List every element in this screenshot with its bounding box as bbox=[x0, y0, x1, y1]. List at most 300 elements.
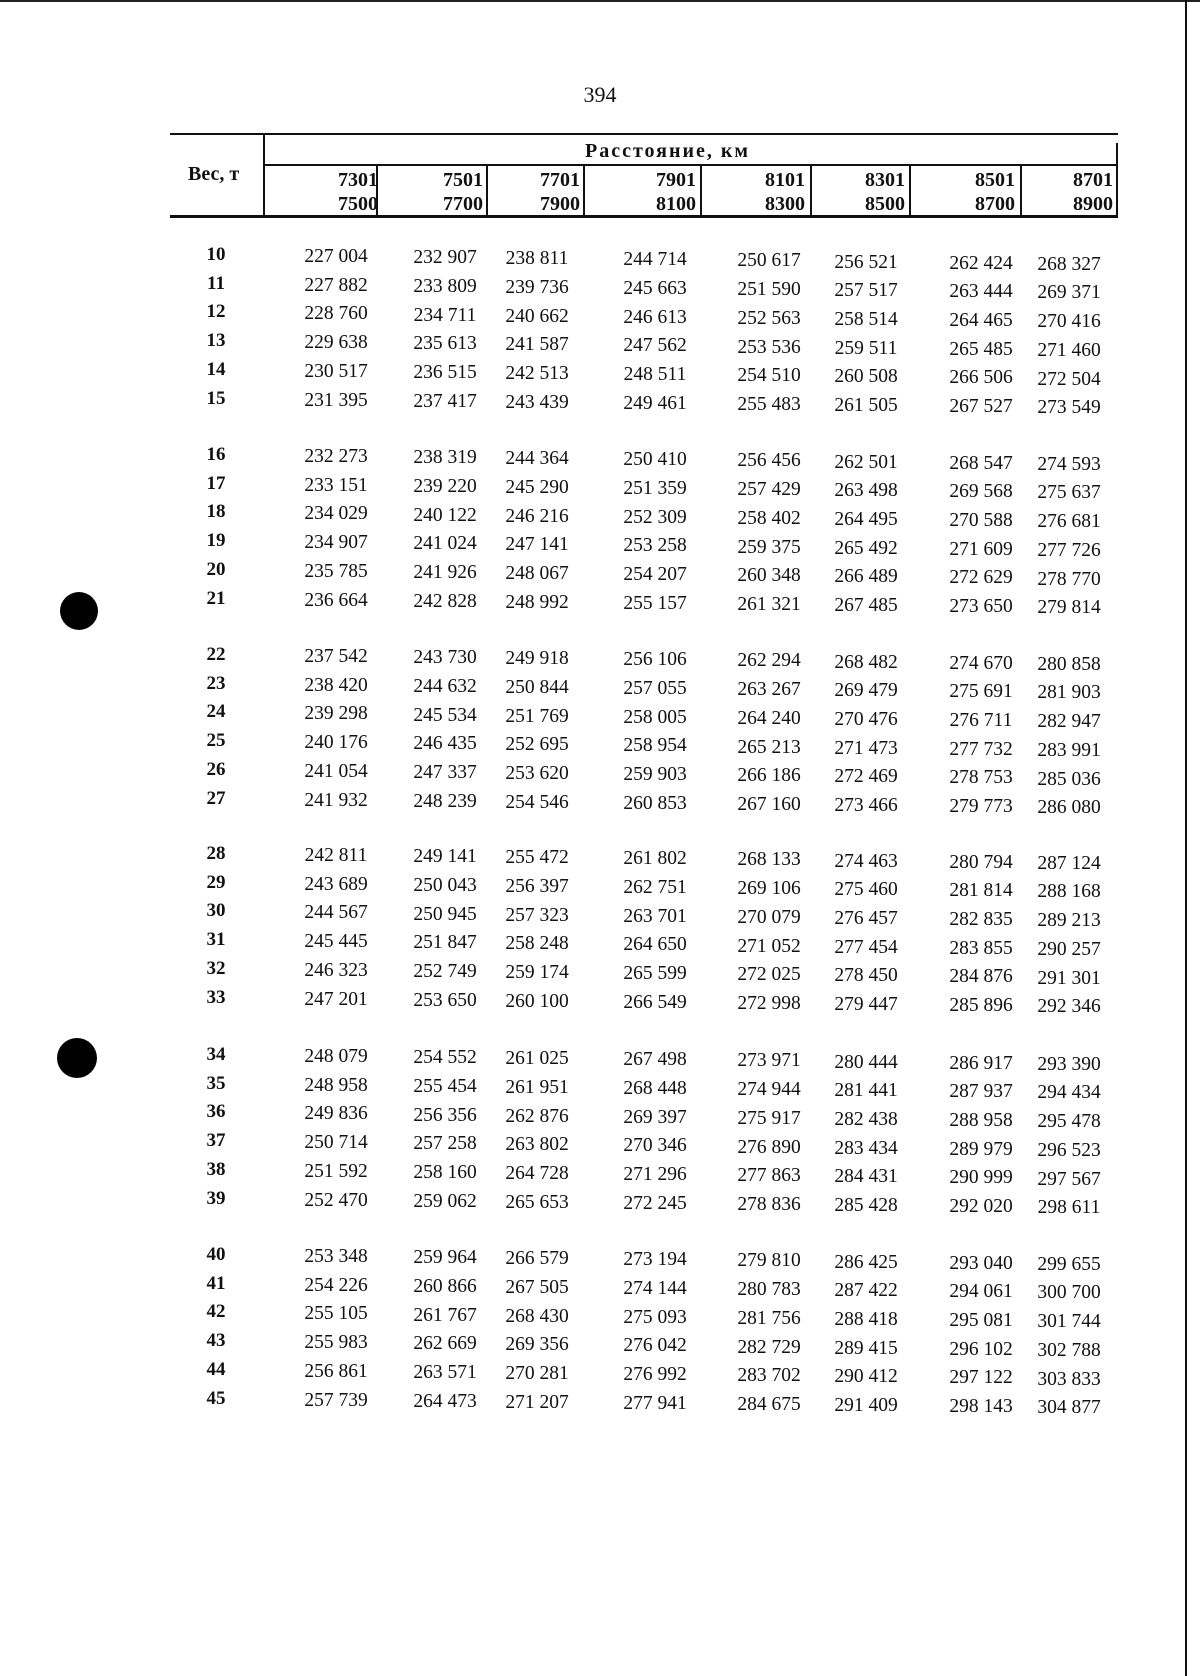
table-cell: 278 770 bbox=[1037, 568, 1101, 590]
distance-header: Расстояние, км bbox=[585, 140, 751, 162]
table-cell: 261 767 bbox=[413, 1304, 477, 1326]
table-cell: 257 258 bbox=[413, 1133, 477, 1155]
table-cell: 245 663 bbox=[623, 278, 687, 299]
table-cell: 245 290 bbox=[505, 476, 569, 498]
table-cell: 244 364 bbox=[505, 448, 569, 470]
table-cell: 273 466 bbox=[834, 795, 898, 816]
range-from: 7501 bbox=[443, 169, 483, 191]
table-cell: 268 133 bbox=[737, 849, 801, 871]
table-cell: 250 410 bbox=[623, 449, 687, 471]
weight-cell: 16 bbox=[206, 444, 226, 465]
table-cell: 275 093 bbox=[623, 1306, 687, 1328]
table-cell: 277 863 bbox=[737, 1165, 801, 1187]
table-cell: 244 632 bbox=[413, 675, 477, 697]
table-cell: 261 802 bbox=[623, 848, 687, 870]
table-cell: 233 809 bbox=[413, 275, 477, 297]
table-cell: 255 454 bbox=[413, 1075, 477, 1097]
table-cell: 244 567 bbox=[304, 902, 368, 924]
table-cell: 240 122 bbox=[413, 504, 477, 526]
range-to: 7700 bbox=[443, 193, 483, 215]
table-cell: 248 992 bbox=[505, 591, 569, 613]
table-cell: 290 412 bbox=[834, 1366, 898, 1388]
table-cell: 248 958 bbox=[304, 1074, 368, 1096]
table-cell: 241 932 bbox=[304, 789, 368, 811]
table-cell: 265 485 bbox=[949, 338, 1013, 360]
range-from: 8101 bbox=[765, 169, 805, 191]
table-cell: 278 450 bbox=[834, 965, 898, 987]
table-cell: 272 998 bbox=[737, 992, 801, 1014]
table-cell: 292 020 bbox=[949, 1196, 1013, 1218]
table-cell: 239 298 bbox=[304, 703, 368, 725]
table-cell: 239 736 bbox=[505, 276, 569, 298]
table-cell: 253 650 bbox=[413, 989, 477, 1011]
table-cell: 277 941 bbox=[623, 1392, 687, 1414]
table-cell: 265 653 bbox=[505, 1191, 569, 1213]
weight-cell: 14 bbox=[206, 358, 226, 380]
table-cell: 268 482 bbox=[834, 651, 898, 673]
table-cell: 256 521 bbox=[834, 251, 898, 273]
table-cell: 249 836 bbox=[304, 1103, 368, 1125]
table-cell: 252 563 bbox=[737, 307, 801, 329]
table-cell: 261 321 bbox=[737, 593, 801, 615]
table-cell: 243 689 bbox=[304, 873, 368, 895]
table-cell: 303 833 bbox=[1037, 1368, 1101, 1390]
table-cell: 248 067 bbox=[505, 563, 569, 584]
table-cell: 265 492 bbox=[834, 537, 898, 559]
table-cell: 267 505 bbox=[505, 1276, 569, 1298]
table-cell: 255 105 bbox=[304, 1303, 368, 1325]
table-cell: 299 655 bbox=[1037, 1253, 1101, 1275]
table-cell: 246 613 bbox=[623, 306, 687, 328]
table-cell: 233 151 bbox=[304, 474, 368, 496]
table-cell: 229 638 bbox=[304, 332, 368, 354]
table-cell: 276 457 bbox=[834, 907, 898, 929]
weight-cell: 20 bbox=[206, 558, 226, 580]
weight-cell: 33 bbox=[206, 986, 226, 1008]
table-cell: 267 527 bbox=[949, 396, 1013, 418]
table-cell: 277 454 bbox=[834, 936, 898, 958]
table-cell: 242 513 bbox=[505, 363, 569, 384]
range-from: 8301 bbox=[865, 169, 905, 191]
table-cell: 287 124 bbox=[1037, 852, 1101, 874]
table-cell: 268 448 bbox=[623, 1078, 687, 1099]
table-cell: 280 444 bbox=[834, 1051, 898, 1073]
table-cell: 283 855 bbox=[949, 937, 1013, 959]
table-cell: 238 811 bbox=[505, 248, 569, 270]
table-cell: 273 549 bbox=[1037, 397, 1101, 419]
table-cell: 277 726 bbox=[1037, 539, 1101, 561]
table-cell: 237 542 bbox=[304, 646, 368, 667]
table-cell: 240 662 bbox=[505, 305, 569, 327]
table-cell: 241 926 bbox=[413, 561, 477, 583]
table-cell: 270 588 bbox=[949, 510, 1013, 531]
table-cell: 271 296 bbox=[623, 1164, 687, 1186]
table-cell: 241 024 bbox=[413, 533, 477, 555]
table-cell: 255 472 bbox=[505, 847, 569, 869]
table-cell: 255 983 bbox=[304, 1332, 368, 1354]
table-cell: 258 005 bbox=[623, 706, 687, 728]
table-cell: 285 896 bbox=[949, 995, 1013, 1017]
table-cell: 287 422 bbox=[834, 1280, 898, 1302]
table-cell: 262 669 bbox=[413, 1333, 477, 1355]
table-cell: 241 054 bbox=[304, 760, 368, 782]
table-cell: 257 323 bbox=[505, 904, 569, 926]
table-cell: 267 160 bbox=[737, 793, 801, 815]
table-cell: 258 160 bbox=[413, 1161, 477, 1183]
weight-cell: 13 bbox=[206, 330, 226, 352]
table-cell: 260 100 bbox=[505, 990, 569, 1012]
table-cell: 246 216 bbox=[505, 505, 569, 527]
table-cell: 234 907 bbox=[304, 532, 368, 554]
table-cell: 259 511 bbox=[834, 337, 898, 359]
table-cell: 257 739 bbox=[304, 1389, 368, 1411]
table-cell: 293 390 bbox=[1037, 1053, 1101, 1075]
table-cell: 280 794 bbox=[949, 851, 1013, 873]
table-cell: 270 476 bbox=[834, 708, 898, 730]
table-cell: 258 248 bbox=[505, 933, 569, 955]
table-cell: 256 397 bbox=[505, 875, 569, 897]
weight-cell: 24 bbox=[206, 701, 226, 723]
weight-cell: 25 bbox=[206, 730, 226, 752]
table-cell: 262 751 bbox=[623, 877, 687, 898]
table-cell: 273 650 bbox=[949, 596, 1013, 618]
table-cell: 242 811 bbox=[304, 845, 368, 866]
table-cell: 252 309 bbox=[623, 506, 687, 528]
table-cell: 261 505 bbox=[834, 395, 898, 416]
range-to: 7500 bbox=[338, 193, 378, 215]
range-to: 8100 bbox=[656, 193, 696, 215]
table-cell: 247 562 bbox=[623, 335, 687, 357]
table-cell: 248 239 bbox=[413, 790, 477, 812]
table-cell: 295 478 bbox=[1037, 1111, 1101, 1133]
weight-cell: 39 bbox=[206, 1187, 226, 1209]
table-cell: 283 434 bbox=[834, 1137, 898, 1159]
table-cell: 294 061 bbox=[949, 1281, 1013, 1303]
table-cell: 264 240 bbox=[737, 707, 801, 729]
table-cell: 263 267 bbox=[737, 679, 801, 701]
weight-cell: 19 bbox=[206, 530, 226, 552]
table-cell: 259 062 bbox=[413, 1190, 477, 1212]
table-cell: 254 546 bbox=[505, 791, 569, 813]
table-cell: 257 429 bbox=[737, 479, 801, 501]
table-cell: 261 951 bbox=[505, 1076, 569, 1098]
table-cell: 248 079 bbox=[304, 1046, 368, 1067]
table-cell: 260 866 bbox=[413, 1275, 477, 1297]
weight-header: Вес, т bbox=[188, 163, 240, 185]
weight-cell: 34 bbox=[206, 1044, 226, 1065]
table-cell: 298 611 bbox=[1037, 1197, 1101, 1219]
table-cell: 281 441 bbox=[834, 1080, 898, 1102]
weight-cell: 11 bbox=[207, 272, 225, 294]
table-cell: 231 395 bbox=[304, 389, 368, 411]
table-cell: 263 498 bbox=[834, 480, 898, 502]
table-cell: 269 568 bbox=[949, 481, 1013, 503]
table-cell: 281 814 bbox=[949, 880, 1013, 902]
weight-cell: 10 bbox=[206, 244, 226, 265]
table-cell: 284 431 bbox=[834, 1166, 898, 1188]
table-cell: 294 434 bbox=[1037, 1082, 1101, 1104]
table-cell: 262 294 bbox=[737, 650, 801, 672]
table-cell: 273 194 bbox=[623, 1249, 687, 1271]
table-cell: 282 947 bbox=[1037, 711, 1101, 733]
table-cell: 237 417 bbox=[413, 390, 477, 412]
table-cell: 250 844 bbox=[505, 676, 569, 698]
table-cell: 254 226 bbox=[304, 1274, 368, 1296]
table-cell: 282 835 bbox=[949, 909, 1013, 930]
table-cell: 278 753 bbox=[949, 767, 1013, 789]
table-cell: 275 917 bbox=[737, 1107, 801, 1129]
table-cell: 274 944 bbox=[737, 1079, 801, 1101]
table-cell: 232 273 bbox=[304, 446, 368, 467]
range-to: 7900 bbox=[540, 193, 580, 215]
table-cell: 296 102 bbox=[949, 1338, 1013, 1360]
table-cell: 247 201 bbox=[304, 988, 368, 1010]
table-cell: 265 599 bbox=[623, 963, 687, 985]
table-cell: 259 903 bbox=[623, 764, 687, 786]
range-to: 8500 bbox=[865, 193, 905, 215]
table-cell: 268 547 bbox=[949, 452, 1013, 474]
table-cell: 266 549 bbox=[623, 991, 687, 1013]
weight-cell: 17 bbox=[206, 472, 226, 494]
table-cell: 280 858 bbox=[1037, 653, 1101, 675]
table-cell: 283 991 bbox=[1037, 739, 1101, 761]
table-cell: 277 732 bbox=[949, 738, 1013, 760]
table-cell: 268 430 bbox=[505, 1305, 569, 1327]
table-cell: 227 882 bbox=[304, 274, 368, 296]
table-cell: 288 418 bbox=[834, 1308, 898, 1330]
table-cell: 266 489 bbox=[834, 566, 898, 588]
table-cell: 251 847 bbox=[413, 932, 477, 954]
weight-cell: 41 bbox=[206, 1272, 226, 1294]
weight-cell: 27 bbox=[206, 787, 226, 809]
table-cell: 250 617 bbox=[737, 250, 801, 272]
table-cell: 232 907 bbox=[413, 247, 477, 269]
table-cell: 256 356 bbox=[413, 1104, 477, 1126]
weight-cell: 21 bbox=[206, 587, 226, 609]
weight-cell: 35 bbox=[206, 1072, 226, 1094]
table-cell: 272 245 bbox=[623, 1192, 687, 1214]
table-cell: 267 485 bbox=[834, 595, 898, 616]
table-cell: 289 213 bbox=[1037, 910, 1101, 932]
table-cell: 230 517 bbox=[304, 360, 368, 382]
range-to: 8300 bbox=[765, 193, 805, 215]
table-cell: 251 769 bbox=[505, 705, 569, 727]
table-cell: 279 810 bbox=[737, 1250, 801, 1272]
weight-cell: 43 bbox=[206, 1330, 226, 1352]
table-cell: 269 479 bbox=[834, 680, 898, 702]
table-cell: 266 579 bbox=[505, 1248, 569, 1270]
range-from: 8501 bbox=[975, 169, 1015, 191]
table-cell: 263 701 bbox=[623, 905, 687, 927]
table-cell: 246 323 bbox=[304, 959, 368, 981]
table-cell: 249 141 bbox=[413, 846, 477, 868]
table-cell: 260 348 bbox=[737, 565, 801, 587]
table-cell: 297 122 bbox=[949, 1367, 1013, 1389]
table-cell: 264 465 bbox=[949, 310, 1013, 331]
table-cell: 269 356 bbox=[505, 1334, 569, 1356]
weight-cell: 26 bbox=[206, 758, 226, 780]
table-cell: 257 517 bbox=[834, 280, 898, 302]
table-cell: 243 439 bbox=[505, 391, 569, 413]
table-cell: 236 515 bbox=[413, 361, 477, 383]
table-cell: 259 174 bbox=[505, 962, 569, 983]
table-cell: 253 536 bbox=[737, 336, 801, 358]
table-cell: 279 814 bbox=[1037, 597, 1101, 619]
table-cell: 271 473 bbox=[834, 737, 898, 759]
table-cell: 254 552 bbox=[413, 1047, 477, 1069]
table-cell: 245 445 bbox=[304, 931, 368, 953]
table-cell: 252 695 bbox=[505, 734, 569, 756]
page-number: 394 bbox=[583, 82, 617, 107]
table-cell: 292 346 bbox=[1037, 996, 1101, 1018]
table-cell: 293 040 bbox=[949, 1252, 1013, 1274]
table-cell: 236 664 bbox=[304, 589, 368, 611]
table-cell: 253 348 bbox=[304, 1246, 368, 1267]
table-cell: 272 025 bbox=[737, 964, 801, 986]
table-cell: 250 714 bbox=[304, 1132, 368, 1154]
table-cell: 276 992 bbox=[623, 1364, 687, 1386]
table-cell: 282 729 bbox=[737, 1336, 801, 1358]
table-cell: 280 783 bbox=[737, 1279, 801, 1301]
table-cell: 252 749 bbox=[413, 960, 477, 982]
range-from: 7301 bbox=[338, 169, 378, 191]
weight-cell: 30 bbox=[206, 900, 226, 922]
table-cell: 271 609 bbox=[949, 538, 1013, 560]
table-cell: 271 207 bbox=[505, 1391, 569, 1413]
table-cell: 266 506 bbox=[949, 367, 1013, 389]
table-cell: 263 571 bbox=[413, 1361, 477, 1383]
table-cell: 281 903 bbox=[1037, 682, 1101, 704]
table-cell: 252 470 bbox=[304, 1189, 368, 1211]
range-from: 7701 bbox=[540, 169, 580, 191]
table-cell: 235 613 bbox=[413, 333, 477, 355]
table-cell: 261 025 bbox=[505, 1048, 569, 1070]
table-cell: 289 415 bbox=[834, 1337, 898, 1359]
table-cell: 259 964 bbox=[413, 1247, 477, 1269]
table-cell: 302 788 bbox=[1037, 1339, 1101, 1361]
table-cell: 264 650 bbox=[623, 934, 687, 956]
table-cell: 266 186 bbox=[737, 765, 801, 787]
table-cell: 247 337 bbox=[413, 761, 477, 783]
table-cell: 268 327 bbox=[1037, 253, 1101, 275]
table-cell: 285 036 bbox=[1037, 768, 1101, 790]
table-cell: 287 937 bbox=[949, 1081, 1013, 1103]
table-cell: 288 168 bbox=[1037, 881, 1101, 903]
table-cell: 239 220 bbox=[413, 475, 477, 497]
table-cell: 272 504 bbox=[1037, 368, 1101, 390]
table-cell: 251 590 bbox=[737, 279, 801, 301]
table-cell: 246 435 bbox=[413, 733, 477, 755]
range-to: 8700 bbox=[975, 193, 1015, 215]
table-cell: 269 106 bbox=[737, 878, 801, 900]
table-cell: 238 319 bbox=[413, 447, 477, 469]
table-cell: 283 702 bbox=[737, 1365, 801, 1387]
table-cell: 298 143 bbox=[949, 1396, 1013, 1418]
table-cell: 290 999 bbox=[949, 1167, 1013, 1189]
table-cell: 281 756 bbox=[737, 1307, 801, 1329]
table-cell: 263 444 bbox=[949, 281, 1013, 303]
table-cell: 257 055 bbox=[623, 678, 687, 699]
weight-cell: 18 bbox=[206, 501, 226, 523]
table-cell: 291 409 bbox=[834, 1395, 898, 1416]
table-cell: 262 876 bbox=[505, 1105, 569, 1127]
table-cell: 271 460 bbox=[1037, 339, 1101, 361]
table-cell: 304 877 bbox=[1037, 1397, 1101, 1419]
table-cell: 228 760 bbox=[304, 303, 368, 325]
table-cell: 254 510 bbox=[737, 365, 801, 387]
table-cell: 288 958 bbox=[949, 1110, 1013, 1131]
table-cell: 247 141 bbox=[505, 534, 569, 556]
range-to: 8900 bbox=[1073, 193, 1113, 215]
weight-cell: 28 bbox=[206, 843, 226, 864]
weight-cell: 23 bbox=[206, 672, 226, 694]
table-cell: 279 447 bbox=[834, 994, 898, 1015]
table-cell: 278 836 bbox=[737, 1193, 801, 1215]
table-cell: 274 593 bbox=[1037, 453, 1101, 475]
weight-cell: 36 bbox=[206, 1101, 226, 1123]
table-cell: 248 511 bbox=[623, 364, 687, 386]
table-cell: 253 258 bbox=[623, 535, 687, 557]
weight-cell: 31 bbox=[206, 929, 226, 951]
table-cell: 235 785 bbox=[304, 560, 368, 582]
table-cell: 254 207 bbox=[623, 564, 687, 586]
table-cell: 256 456 bbox=[737, 450, 801, 472]
weight-cell: 42 bbox=[206, 1301, 226, 1323]
weight-cell: 38 bbox=[206, 1158, 226, 1180]
table-cell: 276 042 bbox=[623, 1335, 687, 1357]
table-cell: 284 675 bbox=[737, 1393, 801, 1415]
table-cell: 269 371 bbox=[1037, 282, 1101, 304]
table-cell: 276 711 bbox=[949, 710, 1013, 731]
table-cell: 260 853 bbox=[623, 792, 687, 814]
table-cell: 260 508 bbox=[834, 366, 898, 388]
weight-cell: 29 bbox=[206, 871, 226, 893]
table-cell: 256 106 bbox=[623, 649, 687, 671]
table-cell: 250 945 bbox=[413, 903, 477, 925]
table-cell: 243 730 bbox=[413, 647, 477, 669]
table-cell: 251 359 bbox=[623, 478, 687, 499]
table-cell: 300 700 bbox=[1037, 1282, 1101, 1304]
table-cell: 286 917 bbox=[949, 1052, 1013, 1074]
weight-cell: 15 bbox=[206, 387, 226, 409]
weight-cell: 12 bbox=[206, 301, 226, 323]
range-from: 8701 bbox=[1073, 169, 1113, 191]
table-cell: 296 523 bbox=[1037, 1139, 1101, 1161]
weight-cell: 22 bbox=[206, 644, 226, 665]
table-cell: 240 176 bbox=[304, 732, 368, 754]
table-cell: 275 460 bbox=[834, 879, 898, 901]
table-cell: 253 620 bbox=[505, 763, 569, 784]
table-cell: 234 711 bbox=[413, 304, 477, 326]
table-cell: 275 691 bbox=[949, 681, 1013, 703]
table-cell: 269 397 bbox=[623, 1106, 687, 1128]
table-cell: 270 346 bbox=[623, 1135, 687, 1157]
table-cell: 255 483 bbox=[737, 393, 801, 415]
range-from: 7901 bbox=[656, 169, 696, 191]
table-cell: 289 979 bbox=[949, 1138, 1013, 1160]
table-cell: 279 773 bbox=[949, 796, 1013, 818]
weight-cell: 45 bbox=[206, 1387, 226, 1409]
table-cell: 270 281 bbox=[505, 1363, 569, 1384]
weight-cell: 32 bbox=[206, 957, 226, 979]
table-cell: 286 425 bbox=[834, 1251, 898, 1273]
table-cell: 291 301 bbox=[1037, 967, 1101, 989]
table-cell: 264 728 bbox=[505, 1163, 569, 1184]
table-cell: 258 402 bbox=[737, 507, 801, 529]
table-cell: 273 971 bbox=[737, 1050, 801, 1072]
table-cell: 250 043 bbox=[413, 874, 477, 896]
table-cell: 285 428 bbox=[834, 1195, 898, 1216]
